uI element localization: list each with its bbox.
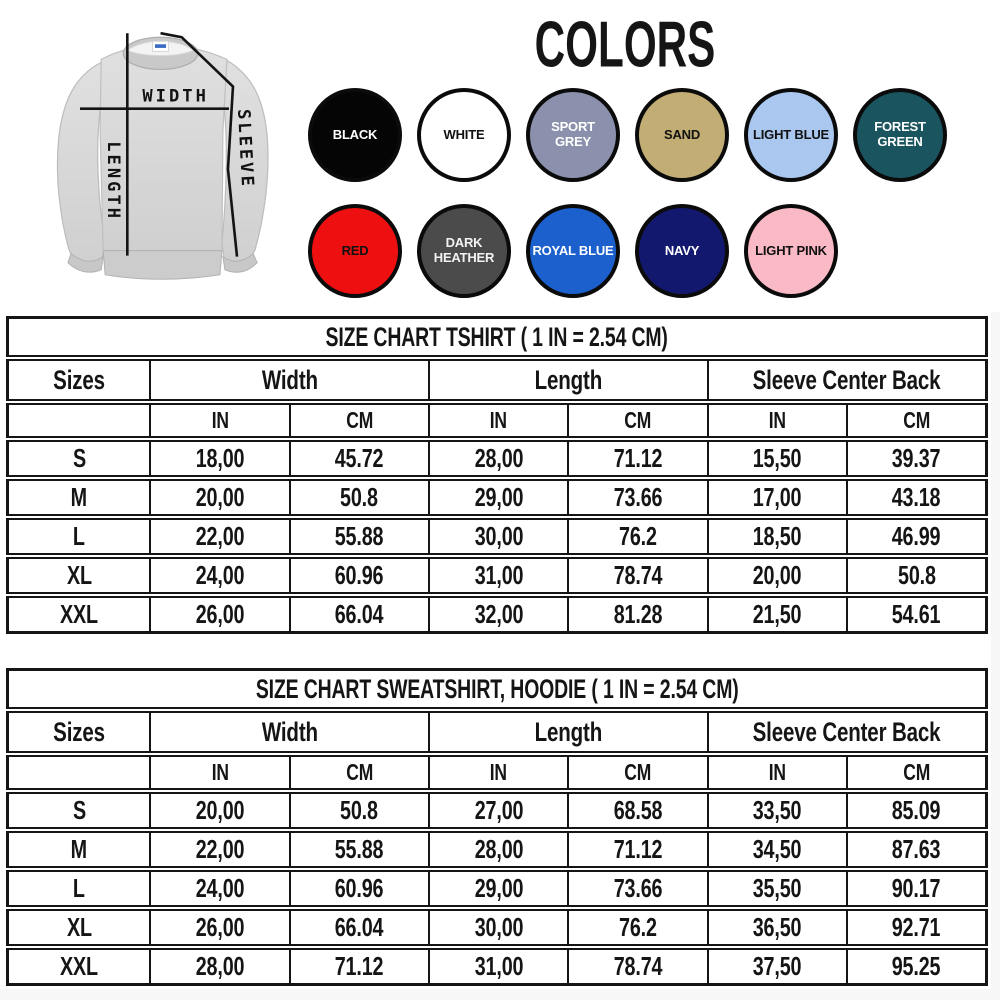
value-cell: 60.96 bbox=[335, 560, 384, 590]
value-cell: 29,00 bbox=[474, 873, 524, 903]
size-cell: L bbox=[73, 873, 86, 903]
value-cell: 29,00 bbox=[474, 482, 524, 512]
value-cell: 18,50 bbox=[752, 521, 802, 551]
value-cell: 21,50 bbox=[752, 599, 802, 629]
value-cell: 46.99 bbox=[892, 521, 941, 551]
width-label: WIDTH bbox=[142, 86, 209, 107]
table-row-m bbox=[8, 478, 987, 517]
color-swatch-label: ROYAL BLUE bbox=[532, 242, 614, 258]
size-cell: S bbox=[72, 795, 86, 825]
value-cell: 28,00 bbox=[474, 834, 524, 864]
value-cell: 87.63 bbox=[892, 834, 941, 864]
size-cell: L bbox=[73, 521, 86, 551]
color-swatch-label: SAND bbox=[663, 126, 701, 142]
color-swatch-label: LIGHT BLUE bbox=[753, 126, 829, 142]
column-header-sizes: Sizes bbox=[53, 716, 106, 747]
value-cell: 26,00 bbox=[195, 599, 245, 629]
table-title: SIZE CHART TSHIRT ( 1 IN = 2.54 CM) bbox=[325, 321, 669, 352]
color-swatch-light-blue bbox=[744, 88, 838, 182]
column-header-width: Width bbox=[261, 364, 318, 395]
value-cell: 24,00 bbox=[195, 873, 245, 903]
column-header-sleeve-center-back: Sleeve Center Back bbox=[752, 716, 941, 747]
table-row-s bbox=[8, 439, 987, 478]
value-cell: 43.18 bbox=[892, 482, 941, 512]
size-cell: XL bbox=[66, 560, 92, 590]
color-swatch-label: DARK HEATHER bbox=[433, 235, 495, 265]
unit-header: IN bbox=[768, 407, 786, 433]
value-cell: 76.2 bbox=[619, 912, 657, 942]
value-cell: 54.61 bbox=[892, 599, 941, 629]
value-cell: 30,00 bbox=[474, 912, 524, 942]
value-cell: 85.09 bbox=[892, 795, 941, 825]
sleeve-label: SLEEVE bbox=[232, 108, 258, 190]
table-row-l bbox=[8, 869, 987, 908]
value-cell: 22,00 bbox=[195, 521, 245, 551]
value-cell: 36,50 bbox=[752, 912, 802, 942]
colors-title: COLORS bbox=[534, 7, 716, 81]
column-header-sleeve-center-back: Sleeve Center Back bbox=[752, 364, 941, 395]
value-cell: 26,00 bbox=[195, 912, 245, 942]
color-swatch-row-1 bbox=[308, 88, 947, 182]
table-title: SIZE CHART SWEATSHIRT, HOODIE ( 1 IN = 2.54 CM) bbox=[255, 673, 739, 704]
value-cell: 73.66 bbox=[613, 873, 663, 903]
value-cell: 71.12 bbox=[335, 951, 384, 981]
value-cell: 71.12 bbox=[613, 443, 663, 473]
value-cell: 92.71 bbox=[892, 912, 941, 942]
unit-header: CM bbox=[345, 407, 373, 433]
value-cell: 55.88 bbox=[335, 521, 384, 551]
value-cell: 55.88 bbox=[335, 834, 384, 864]
size-cell: M bbox=[71, 482, 88, 512]
color-swatch-light-pink bbox=[744, 204, 838, 298]
value-cell: 60.96 bbox=[335, 873, 384, 903]
value-cell: 66.04 bbox=[335, 912, 384, 942]
column-header-width: Width bbox=[261, 716, 318, 747]
value-cell: 95.25 bbox=[892, 951, 941, 981]
table-row-xl bbox=[8, 556, 987, 595]
value-cell: 45.72 bbox=[335, 443, 384, 473]
value-cell: 35,50 bbox=[752, 873, 802, 903]
value-cell: 81.28 bbox=[613, 599, 663, 629]
unit-header: CM bbox=[903, 407, 930, 433]
color-swatch-label: LIGHT PINK bbox=[755, 242, 827, 258]
value-cell: 76.2 bbox=[619, 521, 657, 551]
value-cell: 24,00 bbox=[195, 560, 245, 590]
unit-header: CM bbox=[624, 759, 652, 785]
size-cell: S bbox=[72, 443, 86, 473]
value-cell: 31,00 bbox=[474, 951, 524, 981]
column-header-sizes: Sizes bbox=[53, 364, 106, 395]
unit-header-row bbox=[8, 754, 987, 791]
color-swatch-sport-grey bbox=[526, 88, 620, 182]
size-cell: XXL bbox=[60, 599, 99, 629]
value-cell: 78.74 bbox=[613, 951, 663, 981]
color-swatch-navy bbox=[635, 204, 729, 298]
size-cell: XXL bbox=[60, 951, 99, 981]
value-cell: 17,00 bbox=[752, 482, 802, 512]
color-swatch-sand bbox=[635, 88, 729, 182]
value-cell: 20,00 bbox=[195, 482, 245, 512]
value-cell: 27,00 bbox=[474, 795, 524, 825]
value-cell: 90.17 bbox=[892, 873, 941, 903]
value-cell: 15,50 bbox=[752, 443, 802, 473]
value-cell: 30,00 bbox=[474, 521, 524, 551]
size-cell: XL bbox=[66, 912, 92, 942]
table-row-l bbox=[8, 517, 987, 556]
value-cell: 50.8 bbox=[340, 795, 379, 825]
column-header-length: Length bbox=[534, 364, 603, 395]
color-swatch-royal-blue bbox=[526, 204, 620, 298]
unit-header: IN bbox=[490, 759, 508, 785]
value-cell: 18,00 bbox=[195, 443, 245, 473]
color-swatch-row-2 bbox=[308, 204, 838, 298]
table-row-xl bbox=[8, 908, 987, 947]
color-swatch-black bbox=[308, 88, 402, 182]
unit-header: IN bbox=[211, 759, 229, 785]
color-swatch-label: FOREST GREEN bbox=[874, 119, 926, 149]
left-sleeve bbox=[57, 62, 105, 262]
table-title-row bbox=[8, 670, 987, 711]
unit-header: CM bbox=[624, 407, 652, 433]
color-swatch-red bbox=[308, 204, 402, 298]
color-swatch-label: BLACK bbox=[332, 126, 378, 142]
color-swatch-dark-heather bbox=[417, 204, 511, 298]
value-cell: 68.58 bbox=[613, 795, 663, 825]
value-cell: 22,00 bbox=[195, 834, 245, 864]
unit-header: IN bbox=[211, 407, 229, 433]
value-cell: 32,00 bbox=[474, 599, 524, 629]
table-row-xxl bbox=[8, 595, 987, 633]
unit-header: IN bbox=[768, 759, 786, 785]
value-cell: 78.74 bbox=[613, 560, 663, 590]
value-cell: 71.12 bbox=[613, 834, 663, 864]
unit-header: IN bbox=[490, 407, 508, 433]
value-cell: 20,00 bbox=[195, 795, 245, 825]
unit-header-row bbox=[8, 402, 987, 439]
sweatshirt-illustration bbox=[12, 0, 302, 312]
size-chart-tshirt-table bbox=[6, 316, 988, 634]
value-cell: 28,00 bbox=[195, 951, 245, 981]
value-cell: 20,00 bbox=[752, 560, 802, 590]
sweatshirt-measurement-diagram bbox=[12, 0, 302, 312]
color-swatch-forest-green bbox=[853, 88, 947, 182]
color-swatch-white bbox=[417, 88, 511, 182]
table-row-s bbox=[8, 791, 987, 830]
table-row-xxl bbox=[8, 947, 987, 985]
color-swatch-label: NAVY bbox=[664, 242, 700, 258]
color-swatch-label: RED bbox=[341, 242, 369, 258]
unit-header: CM bbox=[345, 759, 373, 785]
size-chart-sweatshirt-table bbox=[6, 668, 988, 986]
value-cell: 28,00 bbox=[474, 443, 524, 473]
color-swatch-label: WHITE bbox=[443, 126, 485, 142]
value-cell: 39.37 bbox=[892, 443, 941, 473]
value-cell: 50.8 bbox=[897, 560, 936, 590]
column-group-row bbox=[8, 358, 987, 402]
value-cell: 37,50 bbox=[752, 951, 802, 981]
value-cell: 66.04 bbox=[335, 599, 384, 629]
value-cell: 33,50 bbox=[752, 795, 802, 825]
column-header-length: Length bbox=[534, 716, 603, 747]
background-edge-bottom bbox=[0, 989, 1000, 1000]
table-row-m bbox=[8, 830, 987, 869]
length-label: LENGTH bbox=[103, 141, 124, 222]
size-cell: M bbox=[71, 834, 88, 864]
value-cell: 73.66 bbox=[613, 482, 663, 512]
column-group-row bbox=[8, 710, 987, 754]
collar-tag-print bbox=[155, 44, 166, 48]
background-edge-right bbox=[991, 312, 1000, 1000]
hem-band bbox=[103, 251, 222, 280]
value-cell: 34,50 bbox=[752, 834, 802, 864]
value-cell: 31,00 bbox=[474, 560, 524, 590]
value-cell: 50.8 bbox=[340, 482, 379, 512]
unit-header: CM bbox=[903, 759, 930, 785]
table-title-row bbox=[8, 318, 987, 359]
color-swatch-label: SPORT GREY bbox=[551, 119, 595, 149]
